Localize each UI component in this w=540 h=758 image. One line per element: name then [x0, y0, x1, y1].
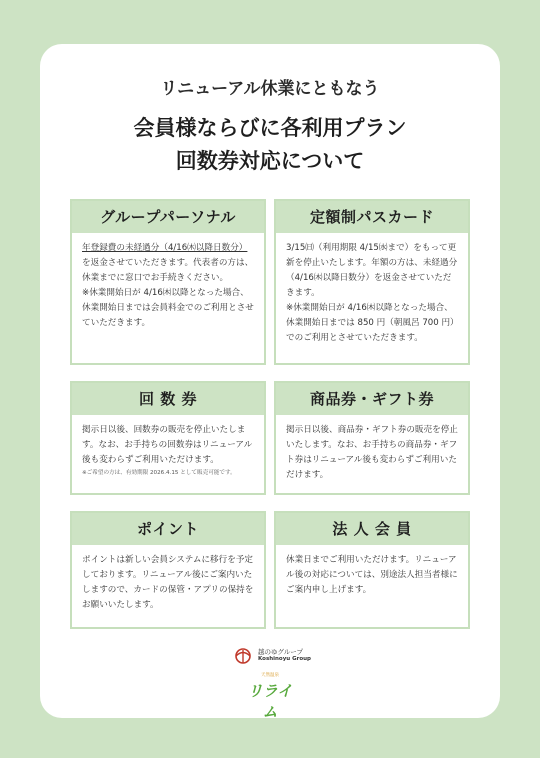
- group-name-en: Koshinoyu Group: [258, 656, 311, 662]
- section-heading: ポイント: [72, 513, 264, 545]
- section-heading: 回 数 券: [72, 383, 264, 415]
- section-heading: 定額制パスカード: [276, 201, 468, 233]
- section-paragraph: ポイントは新しい会員システムに移行を予定しております。リニューアル後にご案内いたしますので、カードの保管・アプリの保持をお願いいたします。: [82, 555, 254, 610]
- section-body: [276, 415, 468, 491]
- notice-card: [40, 44, 500, 721]
- title-line-3: 回数券対応について: [175, 149, 365, 173]
- section-paragraph: 掲示日以後、商品券・ギフト券の販売を停止いたします。なお、お手持ちの商品券・ギフト券はリニューアル後も変わらずご利用いただけます。: [286, 425, 458, 480]
- section-heading: グループパーソナル: [72, 201, 264, 233]
- underlined-text: 年登録費の未経過分（4/16㈭以降日数分）: [82, 243, 248, 253]
- section-pass-card: [274, 199, 470, 365]
- section-body: [72, 545, 264, 621]
- section-body: [72, 415, 264, 486]
- section-group-personal: [70, 199, 266, 365]
- section-paragraph: 休業日までご利用いただけます。リニューアル後の対応については、別途法人担当者様にご案内申し上げます。: [286, 555, 458, 595]
- section-small-note: ※ご希望の方は、有効期限 2026.4.15 として販売可能です。: [82, 470, 236, 476]
- section-corporate-members: [274, 511, 470, 629]
- section-body: [276, 545, 468, 606]
- relime-logo: [245, 672, 295, 721]
- section-note: ※休業開始日が 4/16㈭以降となった場合、休業開始日までは 850 円（朝風呂 700 円）でのご利用とさせていただきます。: [286, 303, 455, 343]
- section-paragraph: 3/15㈰（利用期限 4/15㈬まで）をもって更新を停止いたします。年額の方は、未経過分（4/16㈭以降日数分）を返金させていただきます。: [286, 243, 458, 298]
- section-coupon-tickets: [70, 381, 266, 495]
- section-points: [70, 511, 266, 629]
- koshinoyu-group-logo: [232, 646, 322, 666]
- koshinoyu-mark-icon: [232, 647, 254, 665]
- group-name-jp: 越のゆグループ: [258, 648, 303, 656]
- section-heading: 商品券・ギフト券: [276, 383, 468, 415]
- section-body: [276, 233, 468, 354]
- paragraph-text: を返金させていただきます。代表者の方は、休業までに窓口でお手続きください。: [82, 258, 254, 283]
- section-paragraph: [82, 241, 254, 286]
- section-body: [72, 233, 264, 339]
- section-note: ※休業開始日が 4/16㈭以降となった場合、休業開始日までは会員料金でのご利用とさせていただきます。: [82, 288, 254, 328]
- title-line-1: リニューアル休業にともなう: [160, 79, 380, 99]
- section-gift-certificates: [274, 381, 470, 495]
- section-paragraph: 掲示日以後、回数券の販売を停止いたします。なお、お手持ちの回数券はリニューアル後も変わらずご利用いただけます。: [82, 425, 253, 465]
- section-heading: 法 人 会 員: [276, 513, 468, 545]
- brand-name: リライム: [247, 682, 293, 721]
- brand-subtitle: 天然温泉: [261, 673, 279, 678]
- title-line-2: 会員様ならびに各利用プラン: [133, 116, 407, 140]
